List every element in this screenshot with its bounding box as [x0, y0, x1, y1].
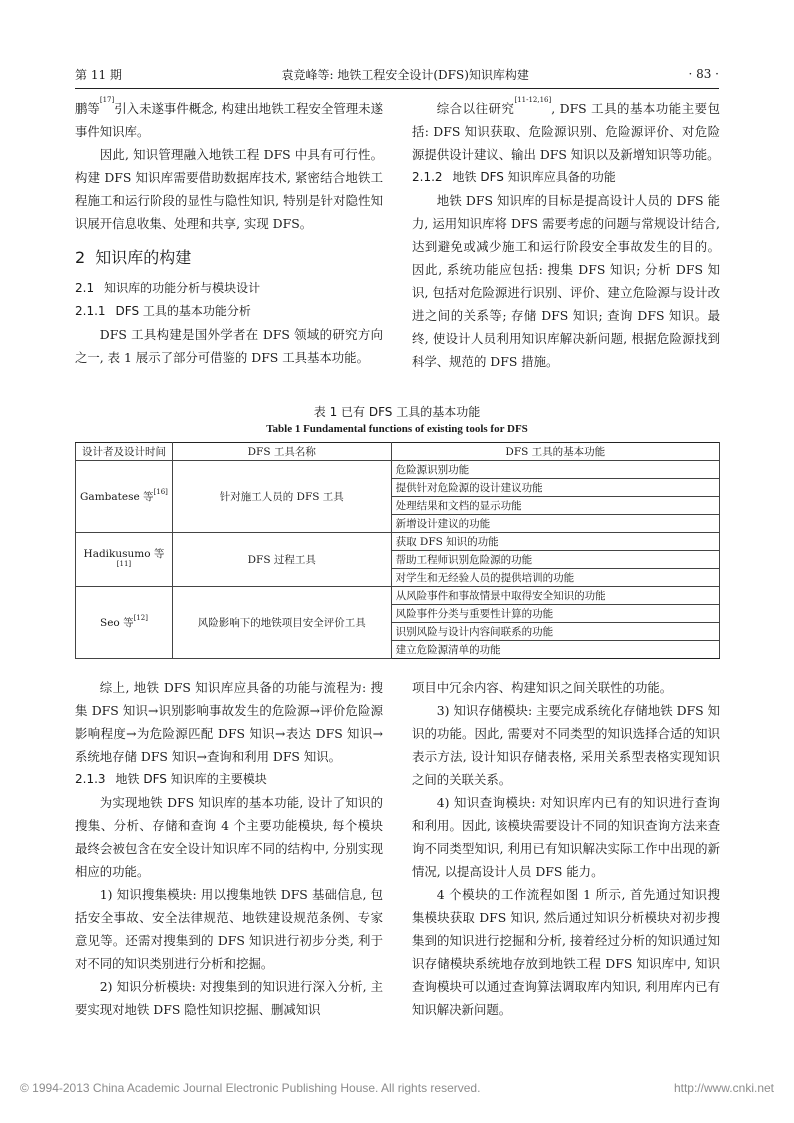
table-caption-en: Table 1 Fundamental functions of existing tools for DFS [266, 423, 528, 435]
paragraph: 4) 知识查询模块: 对知识库内已有的知识进行查询和利用。因此, 该模块需要设计不同的知识查询方法来查询不同类型知识, 利用已有知识解决实际工作中出现的新情况, 以提高设计人员 DFS 能力。 [412, 795, 720, 879]
table-row [76, 533, 720, 551]
copyright-notice: © 1994-2013 China Academic Journal Electronic Publishing House. All rights reserved. [20, 1081, 481, 1095]
paragraph: 为实现地铁 DFS 知识库的基本功能, 设计了知识的搜集、分析、存储和查询 4 个主要功能模块, 每个模块最终会被包含在安全设计知识库不同的结构中, 分别实现相应的功能。 [75, 795, 383, 879]
paragraph: 2) 知识分析模块: 对搜集到的知识进行深入分析, 主要实现对地铁 DFS 隐性知识挖掘、删减知识 [75, 979, 383, 1017]
function-cell: 获取 DFS 知识的功能 [391, 533, 719, 551]
header-rule [75, 88, 719, 89]
subsubsection-heading: 2.1.3 地铁 DFS 知识库的主要模块 [75, 772, 267, 786]
designer-cell: Hadikusumo 等[11] [76, 533, 173, 587]
page-footer [20, 1081, 774, 1095]
column-header: 设计者及设计时间 [76, 443, 173, 461]
paragraph: 因此, 知识管理融入地铁工程 DFS 中具有可行性。构建 DFS 知识库需要借助数据库技术, 紧密结合地铁工程施工和运行阶段的显性与隐性知识, 特别是针对隐性知识展开信息收集、处理和共享, 实现 DFS。 [75, 147, 383, 231]
right-column-bottom [412, 676, 720, 1021]
page-number: · 83 · [688, 67, 719, 81]
tool-cell: 针对施工人员的 DFS 工具 [172, 461, 391, 533]
issue-number: 第 11 期 [75, 67, 122, 82]
paragraph: 综上, 地铁 DFS 知识库应具备的功能与流程为: 搜集 DFS 知识→识别影响事故发生的危险源→评价危险源影响程度→为危险源匹配 DFS 知识→表达 DFS 知识→系统地存储 DFS 知识→查询和利用 DFS 知识。 [75, 680, 383, 764]
paragraph: 项目中冗余内容、构建知识之间关联性的功能。 [412, 680, 673, 695]
function-cell: 新增设计建议的功能 [391, 515, 719, 533]
function-cell: 处理结果和文档的显示功能 [391, 497, 719, 515]
subsubsection-heading: 2.1.1 DFS 工具的基本功能分析 [75, 304, 251, 318]
citation: [11-12,16] [514, 96, 552, 104]
running-title: 袁竞峰等: 地铁工程安全设计(DFS)知识库构建 [281, 67, 529, 82]
subsubsection-heading: 2.1.2 地铁 DFS 知识库应具备的功能 [412, 170, 616, 184]
paragraph: 4 个模块的工作流程如图 1 所示, 首先通过知识搜集模块获取 DFS 知识, 然后通过知识分析模块对初步搜集到的知识进行挖掘和分析, 接着经过分析的知识通过知识存储模块系统地存放到地铁工程 DFS 知识库中, 知识查询模块可以通过查询算法调取库内知识, 利用库内已有知识解决新问题。 [412, 887, 720, 1017]
function-cell: 建立危险源清单的功能 [391, 641, 719, 659]
function-cell: 识别风险与设计内容间联系的功能 [391, 623, 719, 641]
paragraph: DFS 工具构建是国外学者在 DFS 领域的研究方向之一, 表 1 展示了部分可借鉴的 DFS 工具基本功能。 [75, 327, 383, 365]
tool-cell: 风险影响下的地铁项目安全评价工具 [172, 587, 391, 659]
function-cell: 对学生和无经验人员的提供培训的功能 [391, 569, 719, 587]
subsection-heading: 2.1 知识库的功能分析与模块设计 [75, 281, 261, 295]
function-cell: 提供针对危险源的设计建议功能 [391, 479, 719, 497]
table-caption-cn: 表 1 已有 DFS 工具的基本功能 [313, 405, 481, 419]
running-header [75, 64, 719, 84]
function-cell: 从风险事件和事故情景中取得安全知识的功能 [391, 587, 719, 605]
citation: [17] [99, 96, 115, 104]
table-row [76, 461, 720, 479]
table-header-row [76, 443, 720, 461]
paragraph: 1) 知识搜集模块: 用以搜集地铁 DFS 基础信息, 包括安全事故、安全法律规范、地铁建设规范条例、专家意见等。还需对搜集到的 DFS 知识进行初步分类, 利于对不同的知识类别进行分析和挖掘。 [75, 887, 383, 971]
designer-cell: Gambatese 等[16] [76, 461, 173, 533]
function-cell: 风险事件分类与重要性计算的功能 [391, 605, 719, 623]
column-header: DFS 工具名称 [172, 443, 391, 461]
paragraph: 综合以往研究[11-12,16], DFS 工具的基本功能主要包括: DFS 知识获取、危险源识别、危险源评价、对危险源提供设计建议、输出 DFS 知识以及新增知识等功能。 [412, 96, 720, 162]
left-column-top [75, 97, 383, 369]
tool-cell: DFS 过程工具 [172, 533, 391, 587]
right-column-top [412, 97, 720, 373]
footer-url[interactable]: http://www.cnki.net [673, 1081, 774, 1095]
paragraph: 鹏等[17]引入未遂事件概念, 构建出地铁工程安全管理未遂事件知识库。 [75, 96, 383, 139]
section-heading: 2 知识库的构建 [75, 248, 192, 267]
column-header: DFS 工具的基本功能 [391, 443, 719, 461]
paragraph: 3) 知识存储模块: 主要完成系统化存储地铁 DFS 知识的功能。因此, 需要对不同类型的知识选择合适的知识表示方法, 设计知识存储表格, 采用关系型表格实现知识之间的关联关系。 [412, 703, 720, 787]
table-row [76, 587, 720, 605]
designer-cell: Seo 等[12] [76, 587, 173, 659]
function-cell: 危险源识别功能 [391, 461, 719, 479]
paragraph: 地铁 DFS 知识库的目标是提高设计人员的 DFS 能力, 运用知识库将 DFS 需要考虑的问题与常规设计结合, 达到避免或减少施工和运行阶段安全事故发生的目的。因此, 系统功能应包括: 搜集 DFS 知识; 分析 DFS 知识, 包括对危险源进行识别、评价、建立危险源与设计改进之间的关系等; 存储 DFS 知识; 查询 DFS 知识。最终, 使设计人员利用知识库解决新问题, 根据危险源找到科学、规范的 DFS 措施。 [412, 193, 720, 369]
dfs-tools-table [75, 442, 720, 659]
function-cell: 帮助工程师识别危险源的功能 [391, 551, 719, 569]
left-column-bottom [75, 676, 383, 1021]
